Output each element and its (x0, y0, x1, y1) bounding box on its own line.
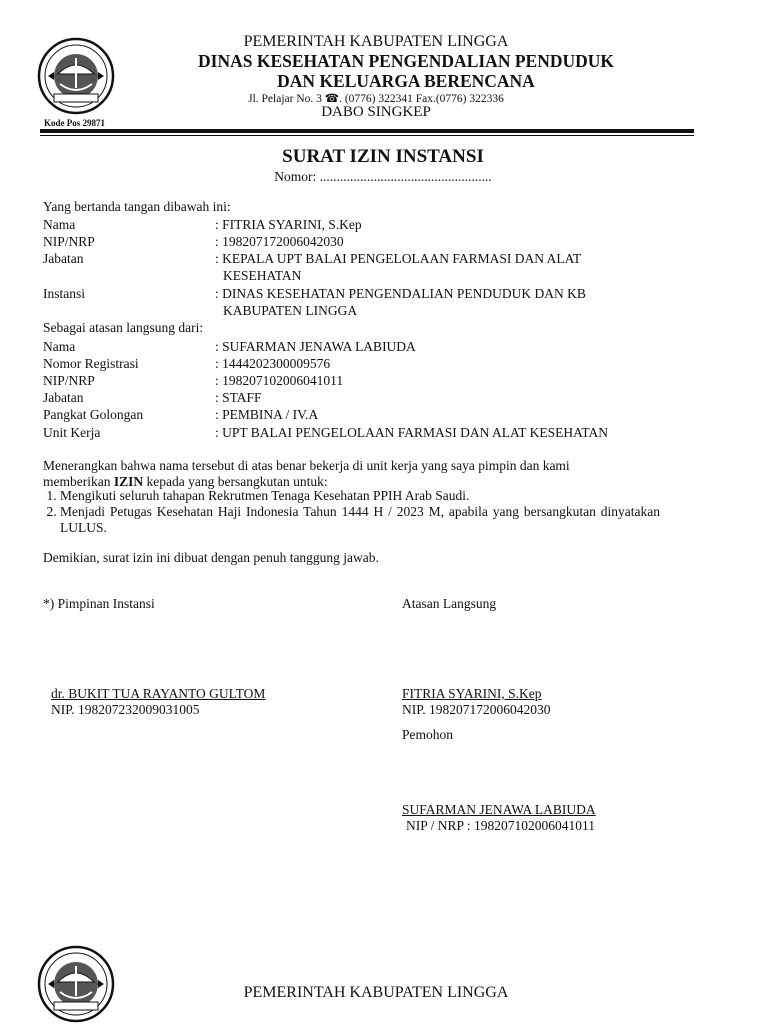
subject-row-registration (43, 355, 703, 372)
purpose-item-1: 1. Mengikuti seluruh tahapan Rekrutmen Tenaga Kesehatan PPIH Arab Saudi. (60, 488, 660, 504)
superior-intro: Sebagai atasan langsung dari: (43, 320, 204, 335)
footer-government: PEMERINTAH KABUPATEN LINGGA (243, 984, 509, 1001)
signer-label-position: Jabatan (43, 251, 84, 266)
signature-right-name: FITRIA SYARINI, S.Kep (402, 686, 542, 701)
subject-label-nip: NIP/NRP (43, 373, 95, 388)
signer-value-name: : FITRIA SYARINI, S.Kep (215, 217, 362, 232)
subject-row-name (43, 338, 703, 355)
subject-label-rank: Pangkat Golongan (43, 407, 144, 422)
subject-value-unit: : UPT BALAI PENGELOLAAN FARMASI DAN ALAT KESEHATAN (215, 425, 609, 440)
footer-regency-emblem-logo (36, 944, 116, 1024)
signature-left-nip: NIP. 198207232009031005 (51, 702, 200, 717)
subject-label-registration: Nomor Registrasi (43, 356, 139, 371)
statement-line2-pre: memberikan (43, 474, 114, 489)
signer-value-position: : KEPALA UPT BALAI PENGELOLAAN FARMASI DAN ALAT (215, 251, 582, 266)
signer-intro: Yang bertanda tangan dibawah ini: (43, 199, 231, 214)
statement-line2-post: kepada yang bersangkutan untuk: (143, 474, 328, 489)
purpose-list (40, 488, 660, 536)
closing-statement: Demikian, surat izin ini dibuat dengan penuh tanggung jawab. (43, 550, 379, 565)
header-agency-line2: DAN KELUARGA BERENCANA (277, 71, 535, 91)
subject-row-unit (43, 424, 703, 441)
purpose-item-2: 2. Menjadi Petugas Kesehatan Haji Indonesia Tahun 1444 H / 2023 M, apabila yang bersangkutan dinyatakan LULUS. (60, 504, 660, 536)
header-government: PEMERINTAH KABUPATEN LINGGA (243, 33, 509, 50)
header-divider-thick (40, 129, 694, 133)
signer-value-position-cont: KESEHATAN (223, 268, 302, 283)
signer-label-nip: NIP/NRP (43, 234, 95, 249)
subject-row-nip (43, 372, 703, 389)
header-agency-line1: DINAS KESEHATAN PENGENDALIAN PENDUDUK (198, 51, 614, 71)
signature-right-title: Atasan Langsung (402, 596, 497, 611)
subject-label-unit: Unit Kerja (43, 425, 101, 440)
signer-row-name (43, 216, 703, 233)
signature-applicant-title: Pemohon (402, 727, 454, 742)
document-title: SURAT IZIN INSTANSI (282, 146, 484, 167)
header-city: DABO SINGKEP (321, 104, 431, 120)
signature-applicant-name: SUFARMAN JENAWA LABIUDA (402, 802, 596, 817)
signature-right-nip: NIP. 198207172006042030 (402, 702, 551, 717)
signer-row-position (43, 250, 703, 284)
signature-applicant-nip: NIP / NRP : 198207102006041011 (406, 818, 596, 833)
header-divider-thin (40, 135, 694, 136)
statement-line1: Menerangkan bahwa nama tersebut di atas benar bekerja di unit kerja yang saya pimpin dan kami (43, 458, 570, 473)
subject-row-position (43, 389, 703, 406)
document-number: Nomor: ................................................... (274, 169, 492, 184)
signature-left-title: *) Pimpinan Instansi (43, 596, 155, 611)
statement-paragraph (43, 458, 675, 490)
signer-value-nip: : 198207172006042030 (215, 234, 344, 249)
subject-value-name: : SUFARMAN JENAWA LABIUDA (215, 339, 416, 354)
signer-value-institution-cont: KABUPATEN LINGGA (223, 303, 358, 318)
subject-row-rank (43, 406, 703, 423)
subject-label-name: Nama (43, 339, 76, 354)
subject-value-nip: : 198207102006041011 (215, 373, 344, 388)
signer-label-name: Nama (43, 217, 76, 232)
subject-value-position: : STAFF (215, 390, 262, 405)
signer-value-institution: : DINAS KESEHATAN PENGENDALIAN PENDUDUK DAN KB (215, 286, 586, 301)
statement-permit-word: IZIN (113, 474, 144, 489)
header-address: Jl. Pelajar No. 3 ☎. (0776) 322341 Fax.(0776) 322336 (248, 93, 504, 105)
subject-label-position: Jabatan (43, 390, 84, 405)
signer-row-institution (43, 285, 703, 319)
regency-emblem-logo (36, 36, 116, 116)
signature-left-name: dr. BUKIT TUA RAYANTO GULTOM (51, 686, 266, 701)
signer-label-institution: Instansi (43, 286, 85, 301)
header-postcode: Kode Pos 29871 (44, 118, 106, 128)
signer-row-nip (43, 233, 703, 250)
subject-value-rank: : PEMBINA / IV.A (215, 407, 319, 422)
subject-value-registration: : 1444202300009576 (215, 356, 331, 371)
